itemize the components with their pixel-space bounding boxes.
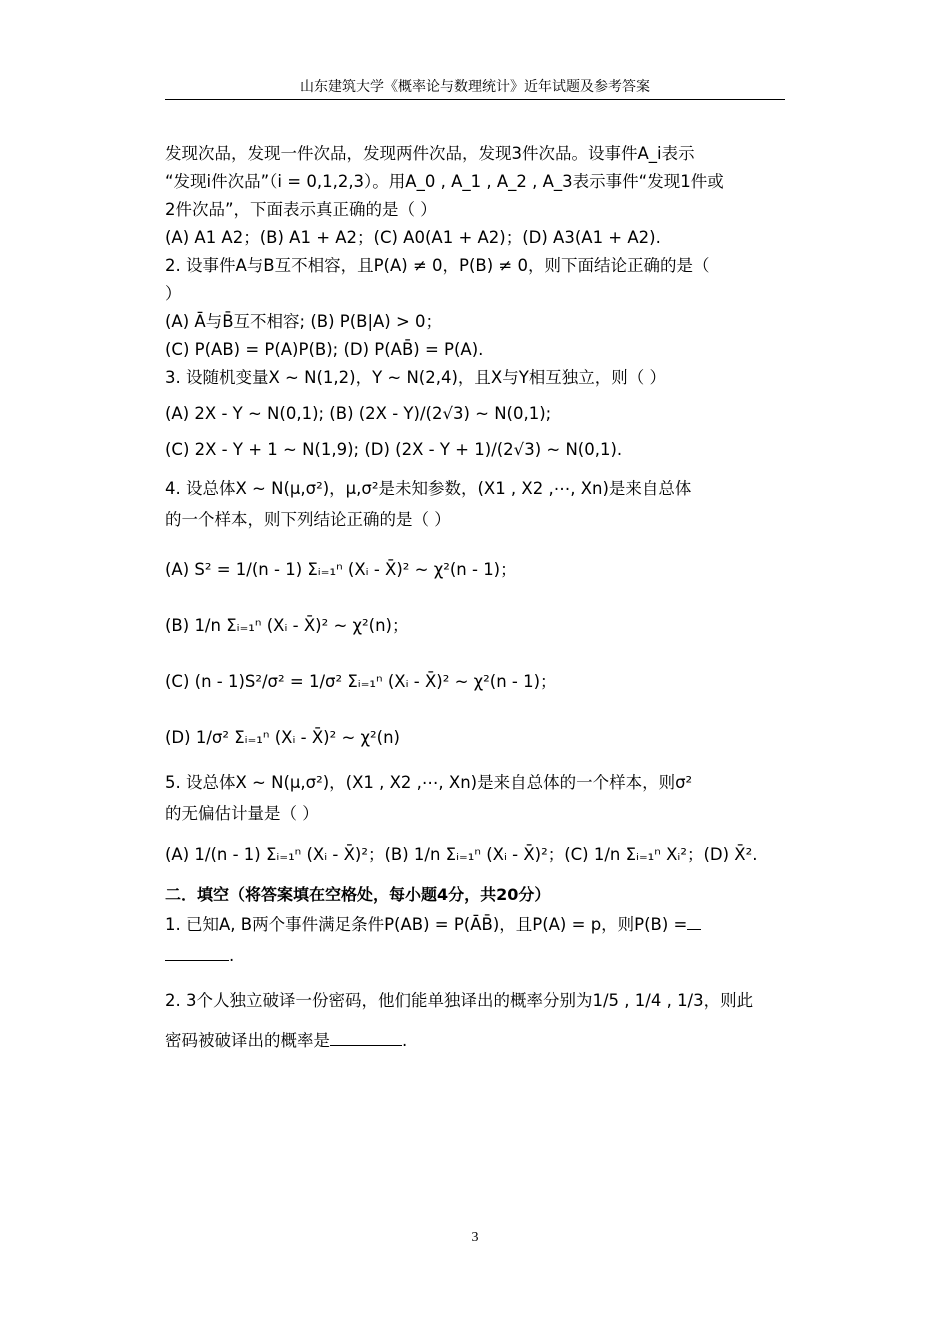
question-2-line-2: ） [165,284,182,303]
header-rule [165,99,785,100]
question-4-option-b: (B) 1/n Σᵢ₌₁ⁿ (Xᵢ - X̄)² ~ χ²(n)； [165,616,409,635]
fill-1-end: . [229,946,235,965]
question-4-line-2: 的一个样本，则下列结论正确的是（ ） [165,510,451,529]
question-3-options-ab: (A) 2X - Y ~ N(0,1); (B) (2X - Y)/(2√3) ~ N(0,1); [165,404,552,423]
page-number: 3 [471,1230,479,1245]
fill-1-line-1 [165,908,785,942]
running-header: 山东建筑大学《概率论与数理统计》近年试题及参考答案 [300,79,650,95]
fill-2-text: 密码被破译出的概率是 [165,1031,330,1050]
question-1-line-3: 2件次品”，下面表示真正确的是（ ） [165,200,437,219]
question-1-options: (A) A1 A2；(B) A1 + A2；(C) A0(A1 + A2)；(D) A3(A1 + A2). [165,228,661,247]
fill-2-line-2 [165,1024,785,1058]
question-4-option-a: (A) S² = 1/(n - 1) Σᵢ₌₁ⁿ (Xᵢ - X̄)² ~ χ²(n - 1)； [165,560,517,579]
section-2-title: 二．填空（将答案填在空格处，每小题4分，共20分） [165,885,551,904]
fill-2-end: . [402,1031,408,1050]
fill-1-blank [165,942,229,961]
fill-1-text: 1. 已知A, B两个事件满足条件P(AB) = P(ĀB̄)，且P(A) = p，则P(B) = [165,915,688,934]
question-5-line-1: 5. 设总体X ~ N(μ,σ²)，(X1 , X2 ,⋯, Xn)是来自总体的一个样本，则σ² [165,773,693,792]
question-4-option-d: (D) 1/σ² Σᵢ₌₁ⁿ (Xᵢ - X̄)² ~ χ²(n) [165,728,400,747]
question-4-line-1: 4. 设总体X ~ N(μ,σ²)，μ,σ²是未知参数，(X1 , X2 ,⋯, Xn)是来自总体 [165,479,692,498]
page-body [165,140,785,1058]
question-3-line-1: 3. 设随机变量X ~ N(1,2)，Y ~ N(2,4)，且X与Y相互独立，则（ ） [165,368,667,387]
question-2-options-cd: (C) P(AB) = P(A)P(B); (D) P(AB̄) = P(A). [165,340,484,359]
fill-1-blank-start [687,911,701,930]
fill-1-line-2 [165,942,785,970]
fill-2-blank [330,1027,402,1046]
question-5-line-2: 的无偏估计量是（ ） [165,804,319,823]
question-4-option-c: (C) (n - 1)S²/σ² = 1/σ² Σᵢ₌₁ⁿ (Xᵢ - X̄)² ~ χ²(n - 1)； [165,672,557,691]
fill-2-line-1: 2. 3个人独立破译一份密码，他们能单独译出的概率分别为1/5 , 1/4 , 1/3，则此 [165,991,754,1010]
question-1-line-2: “发现i件次品”（i = 0,1,2,3）。用A_0 , A_1 , A_2 , A_3表示事件“发现1件或 [165,172,724,191]
question-3-options-cd: (C) 2X - Y + 1 ~ N(1,9); (D) (2X - Y + 1)/(2√3) ~ N(0,1). [165,440,623,459]
question-2-options-ab: (A) Ā与B̄互不相容; (B) P(B|A) > 0； [165,312,443,331]
question-2-line-1: 2. 设事件A与B互不相容，且P(A) ≠ 0，P(B) ≠ 0，则下面结论正确的是（ [165,256,710,275]
question-1-line-1: 发现次品，发现一件次品，发现两件次品，发现3件次品。设事件A_i表示 [165,144,695,163]
question-5-options: (A) 1/(n - 1) Σᵢ₌₁ⁿ (Xᵢ - X̄)²；(B) 1/n Σᵢ₌₁ⁿ (Xᵢ - X̄)²；(C) 1/n Σᵢ₌₁ⁿ Xᵢ²；(D) X̄². [165,845,758,864]
